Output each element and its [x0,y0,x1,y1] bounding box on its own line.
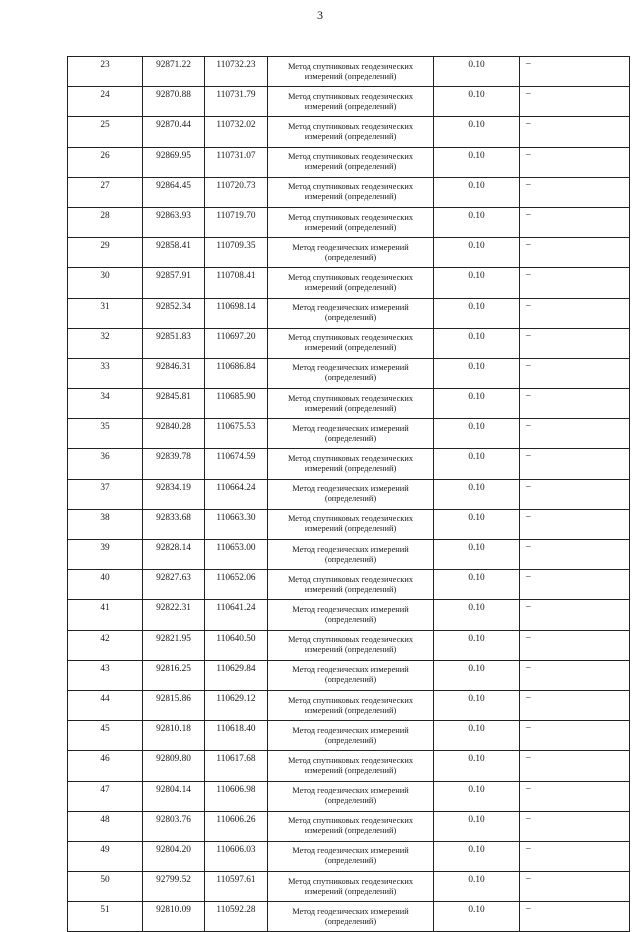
point-number-cell: 47 [68,781,143,811]
table-row [68,298,630,328]
coordinate-y-cell: 110697.20 [205,328,268,358]
point-number-cell: 48 [68,811,143,841]
table-row [68,177,630,207]
accuracy-cell: 0.10 [434,449,520,479]
accuracy-cell: 0.10 [434,479,520,509]
description-cell: – [520,570,630,600]
method-cell: Метод спутниковых геодезических измерений (определений) [268,811,434,841]
description-cell: – [520,781,630,811]
coordinate-x-cell: 92821.95 [143,630,205,660]
accuracy-cell: 0.10 [434,630,520,660]
table-row [68,811,630,841]
description-cell: – [520,751,630,781]
point-number-cell: 23 [68,57,143,87]
table-row [68,87,630,117]
point-number-cell: 37 [68,479,143,509]
point-number-cell: 38 [68,509,143,539]
coordinate-y-cell: 110641.24 [205,600,268,630]
accuracy-cell: 0.10 [434,660,520,690]
coordinate-y-cell: 110664.24 [205,479,268,509]
accuracy-cell: 0.10 [434,238,520,268]
point-number-cell: 29 [68,238,143,268]
coordinate-y-cell: 110719.70 [205,207,268,237]
point-number-cell: 51 [68,902,143,932]
accuracy-cell: 0.10 [434,902,520,932]
point-number-cell: 34 [68,389,143,419]
coordinate-x-cell: 92810.09 [143,902,205,932]
coordinate-y-cell: 110629.84 [205,660,268,690]
coordinate-x-cell: 92871.22 [143,57,205,87]
accuracy-cell: 0.10 [434,419,520,449]
method-cell: Метод спутниковых геодезических измерений (определений) [268,751,434,781]
accuracy-cell: 0.10 [434,811,520,841]
coordinate-x-cell: 92804.14 [143,781,205,811]
coordinate-x-cell: 92869.95 [143,147,205,177]
method-cell: Метод спутниковых геодезических измерений (определений) [268,872,434,902]
coordinate-x-cell: 92803.76 [143,811,205,841]
coordinate-x-cell: 92816.25 [143,660,205,690]
table-row [68,841,630,871]
description-cell: – [520,660,630,690]
description-cell: – [520,540,630,570]
point-number-cell: 26 [68,147,143,177]
table-row [68,660,630,690]
method-cell: Метод спутниковых геодезических измерений (определений) [268,570,434,600]
table-row [68,419,630,449]
method-cell: Метод геодезических измерений (определений) [268,358,434,388]
method-cell: Метод геодезических измерений (определений) [268,902,434,932]
accuracy-cell: 0.10 [434,690,520,720]
table-row [68,358,630,388]
description-cell: – [520,358,630,388]
method-cell: Метод спутниковых геодезических измерений (определений) [268,207,434,237]
accuracy-cell: 0.10 [434,268,520,298]
coordinate-y-cell: 110731.07 [205,147,268,177]
method-cell: Метод спутниковых геодезических измерений (определений) [268,449,434,479]
accuracy-cell: 0.10 [434,177,520,207]
coordinate-y-cell: 110731.79 [205,87,268,117]
accuracy-cell: 0.10 [434,207,520,237]
coordinate-y-cell: 110606.26 [205,811,268,841]
point-number-cell: 24 [68,87,143,117]
coordinate-y-cell: 110698.14 [205,298,268,328]
description-cell: – [520,207,630,237]
coordinate-y-cell: 110686.84 [205,358,268,388]
coordinate-y-cell: 110606.98 [205,781,268,811]
method-cell: Метод спутниковых геодезических измерений (определений) [268,328,434,358]
method-cell: Метод спутниковых геодезических измерений (определений) [268,147,434,177]
coordinate-x-cell: 92846.31 [143,358,205,388]
coordinate-y-cell: 110720.73 [205,177,268,207]
coordinate-x-cell: 92851.83 [143,328,205,358]
method-cell: Метод спутниковых геодезических измерений (определений) [268,87,434,117]
point-number-cell: 32 [68,328,143,358]
coordinate-x-cell: 92834.19 [143,479,205,509]
point-number-cell: 46 [68,751,143,781]
description-cell: – [520,902,630,932]
coordinate-x-cell: 92827.63 [143,570,205,600]
accuracy-cell: 0.10 [434,87,520,117]
coordinate-x-cell: 92822.31 [143,600,205,630]
coordinates-table [67,56,630,932]
description-cell: – [520,509,630,539]
method-cell: Метод геодезических измерений (определений) [268,721,434,751]
accuracy-cell: 0.10 [434,509,520,539]
coordinate-x-cell: 92864.45 [143,177,205,207]
table-row [68,751,630,781]
description-cell: – [520,177,630,207]
point-number-cell: 27 [68,177,143,207]
point-number-cell: 35 [68,419,143,449]
table-row [68,600,630,630]
table-row [68,630,630,660]
accuracy-cell: 0.10 [434,57,520,87]
coordinate-y-cell: 110640.50 [205,630,268,660]
description-cell: – [520,87,630,117]
method-cell: Метод геодезических измерений (определений) [268,841,434,871]
description-cell: – [520,238,630,268]
coordinate-x-cell: 92863.93 [143,207,205,237]
method-cell: Метод спутниковых геодезических измерений (определений) [268,177,434,207]
coordinate-y-cell: 110709.35 [205,238,268,268]
point-number-cell: 39 [68,540,143,570]
coordinate-x-cell: 92858.41 [143,238,205,268]
point-number-cell: 40 [68,570,143,600]
coordinate-y-cell: 110617.68 [205,751,268,781]
accuracy-cell: 0.10 [434,328,520,358]
table-row [68,721,630,751]
point-number-cell: 45 [68,721,143,751]
method-cell: Метод геодезических измерений (определений) [268,419,434,449]
coordinate-y-cell: 110708.41 [205,268,268,298]
table-row [68,872,630,902]
method-cell: Метод геодезических измерений (определений) [268,600,434,630]
description-cell: – [520,600,630,630]
table-row [68,147,630,177]
coordinate-y-cell: 110685.90 [205,389,268,419]
accuracy-cell: 0.10 [434,117,520,147]
point-number-cell: 33 [68,358,143,388]
coordinate-x-cell: 92870.88 [143,87,205,117]
point-number-cell: 44 [68,690,143,720]
coordinate-x-cell: 92852.34 [143,298,205,328]
coordinate-x-cell: 92804.20 [143,841,205,871]
description-cell: – [520,57,630,87]
table-row [68,781,630,811]
table-row [68,328,630,358]
table-row [68,57,630,87]
coordinate-y-cell: 110606.03 [205,841,268,871]
table-row [68,389,630,419]
table-row [68,268,630,298]
coordinate-y-cell: 110732.23 [205,57,268,87]
table-row [68,509,630,539]
method-cell: Метод геодезических измерений (определений) [268,540,434,570]
point-number-cell: 42 [68,630,143,660]
table-row [68,449,630,479]
table-row [68,902,630,932]
coordinate-y-cell: 110618.40 [205,721,268,751]
point-number-cell: 50 [68,872,143,902]
point-number-cell: 30 [68,268,143,298]
coordinate-y-cell: 110674.59 [205,449,268,479]
description-cell: – [520,811,630,841]
accuracy-cell: 0.10 [434,841,520,871]
coordinate-x-cell: 92809.80 [143,751,205,781]
method-cell: Метод геодезических измерений (определений) [268,479,434,509]
point-number-cell: 41 [68,600,143,630]
table-row [68,207,630,237]
table-row [68,540,630,570]
description-cell: – [520,630,630,660]
point-number-cell: 49 [68,841,143,871]
method-cell: Метод спутниковых геодезических измерений (определений) [268,630,434,660]
coordinate-y-cell: 110675.53 [205,419,268,449]
accuracy-cell: 0.10 [434,751,520,781]
coordinate-y-cell: 110629.12 [205,690,268,720]
description-cell: – [520,147,630,177]
method-cell: Метод спутниковых геодезических измерений (определений) [268,690,434,720]
coordinate-x-cell: 92810.18 [143,721,205,751]
description-cell: – [520,449,630,479]
description-cell: – [520,419,630,449]
point-number-cell: 43 [68,660,143,690]
coordinate-x-cell: 92845.81 [143,389,205,419]
accuracy-cell: 0.10 [434,872,520,902]
coordinate-y-cell: 110597.61 [205,872,268,902]
coordinate-x-cell: 92857.91 [143,268,205,298]
coordinate-y-cell: 110652.06 [205,570,268,600]
accuracy-cell: 0.10 [434,147,520,177]
method-cell: Метод спутниковых геодезических измерений (определений) [268,117,434,147]
table-row [68,117,630,147]
coordinate-x-cell: 92799.52 [143,872,205,902]
method-cell: Метод геодезических измерений (определений) [268,298,434,328]
point-number-cell: 31 [68,298,143,328]
point-number-cell: 28 [68,207,143,237]
accuracy-cell: 0.10 [434,721,520,751]
page-number: 3 [317,8,323,22]
table-row [68,570,630,600]
coordinate-x-cell: 92840.28 [143,419,205,449]
description-cell: – [520,872,630,902]
coordinate-x-cell: 92839.78 [143,449,205,479]
description-cell: – [520,328,630,358]
description-cell: – [520,389,630,419]
coordinate-y-cell: 110653.00 [205,540,268,570]
description-cell: – [520,841,630,871]
description-cell: – [520,479,630,509]
method-cell: Метод спутниковых геодезических измерений (определений) [268,268,434,298]
accuracy-cell: 0.10 [434,570,520,600]
description-cell: – [520,268,630,298]
coordinate-x-cell: 92870.44 [143,117,205,147]
coordinate-y-cell: 110732.02 [205,117,268,147]
accuracy-cell: 0.10 [434,540,520,570]
description-cell: – [520,690,630,720]
method-cell: Метод геодезических измерений (определений) [268,238,434,268]
description-cell: – [520,117,630,147]
method-cell: Метод геодезических измерений (определений) [268,781,434,811]
coordinate-x-cell: 92828.14 [143,540,205,570]
coordinates-table-body [68,57,630,932]
table-row [68,238,630,268]
method-cell: Метод спутниковых геодезических измерений (определений) [268,389,434,419]
coordinate-y-cell: 110592.28 [205,902,268,932]
description-cell: – [520,721,630,751]
accuracy-cell: 0.10 [434,389,520,419]
accuracy-cell: 0.10 [434,781,520,811]
accuracy-cell: 0.10 [434,358,520,388]
table-row [68,690,630,720]
method-cell: Метод спутниковых геодезических измерений (определений) [268,57,434,87]
coordinate-x-cell: 92833.68 [143,509,205,539]
description-cell: – [520,298,630,328]
method-cell: Метод геодезических измерений (определений) [268,660,434,690]
method-cell: Метод спутниковых геодезических измерений (определений) [268,509,434,539]
accuracy-cell: 0.10 [434,600,520,630]
table-row [68,479,630,509]
point-number-cell: 25 [68,117,143,147]
coordinate-x-cell: 92815.86 [143,690,205,720]
coordinate-y-cell: 110663.30 [205,509,268,539]
point-number-cell: 36 [68,449,143,479]
accuracy-cell: 0.10 [434,298,520,328]
